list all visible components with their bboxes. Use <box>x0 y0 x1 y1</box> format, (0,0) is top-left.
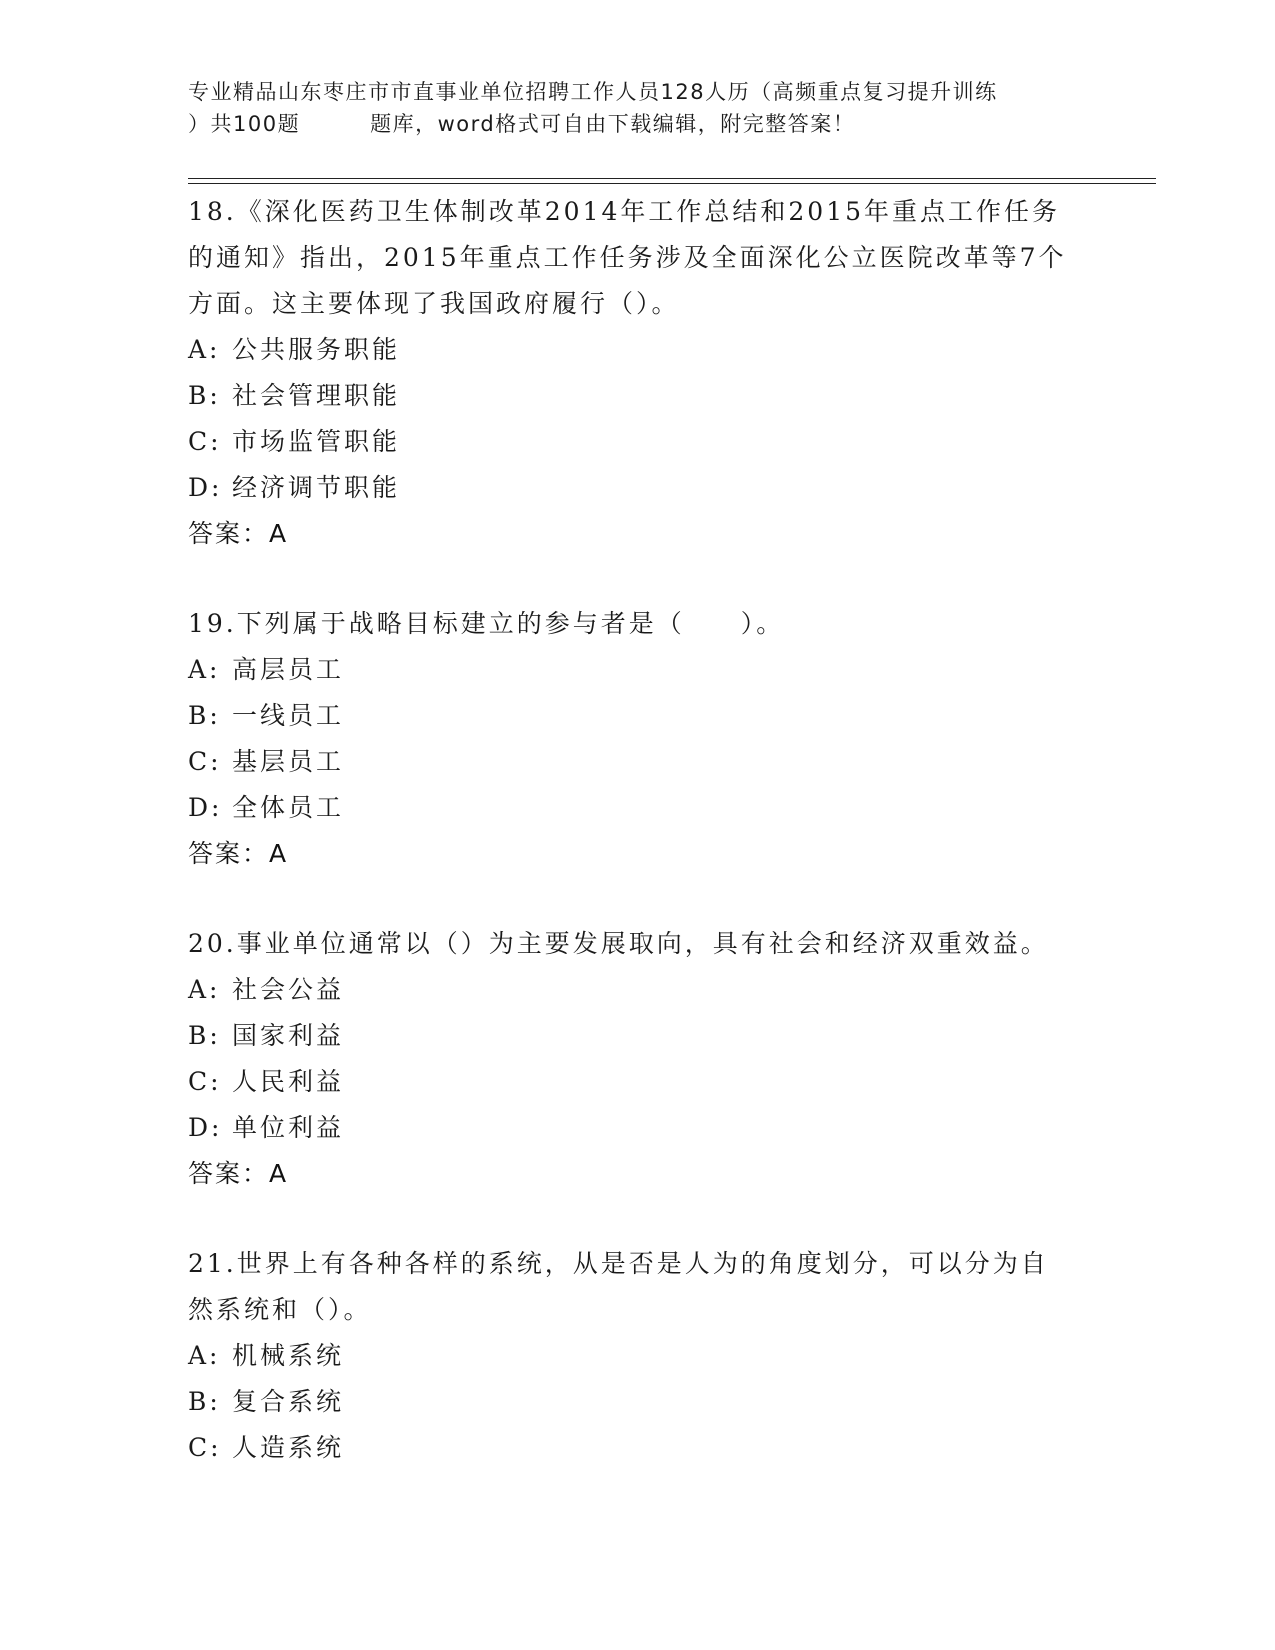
option-c <box>188 739 1088 785</box>
document-header <box>188 76 1088 140</box>
question-19 <box>188 601 1088 877</box>
option-letter: C: <box>188 1433 222 1462</box>
option-text: 国家利益 <box>232 1021 345 1050</box>
question-list <box>188 189 1088 1515</box>
option-text: 全体员工 <box>232 793 345 822</box>
option-letter: C: <box>188 747 222 776</box>
option-text: 社会公益 <box>232 975 345 1004</box>
option-letter: A: <box>188 655 221 684</box>
option-text: 复合系统 <box>232 1387 345 1416</box>
option-d <box>188 465 1088 511</box>
option-text: 单位利益 <box>232 1113 345 1142</box>
option-a <box>188 327 1088 373</box>
option-letter: D: <box>188 1113 223 1142</box>
question-21 <box>188 1241 1088 1471</box>
option-a <box>188 1333 1088 1379</box>
header-title-line-2-start: ）共100题 <box>188 112 301 136</box>
question-stem: 21.世界上有各种各样的系统，从是否是人为的角度划分，可以分为自然系统和（）。 <box>188 1249 1049 1324</box>
option-letter: C: <box>188 427 222 456</box>
option-text: 机械系统 <box>232 1341 345 1370</box>
option-text: 基层员工 <box>232 747 345 776</box>
option-letter: C: <box>188 1067 222 1096</box>
option-c <box>188 1059 1088 1105</box>
question-stem: 18.《深化医药卫生体制改革2014年工作总结和2015年重点工作任务的通知》指出，2015年重点工作任务涉及全面深化公立医院改革等7个方面。这主要体现了我国政府履行（）。 <box>188 197 1067 318</box>
option-letter: B: <box>188 1021 221 1050</box>
option-a <box>188 647 1088 693</box>
answer-line: 答案：A <box>188 839 289 868</box>
option-letter: D: <box>188 473 223 502</box>
header-divider-top <box>188 178 1156 179</box>
option-d <box>188 785 1088 831</box>
option-letter: A: <box>188 335 221 364</box>
question-20 <box>188 921 1088 1197</box>
option-b <box>188 1379 1088 1425</box>
option-text: 市场监管职能 <box>232 427 401 456</box>
option-letter: A: <box>188 975 221 1004</box>
option-text: 经济调节职能 <box>232 473 401 502</box>
option-c <box>188 1425 1088 1471</box>
option-b <box>188 373 1088 419</box>
option-b <box>188 693 1088 739</box>
option-text: 社会管理职能 <box>232 381 401 410</box>
header-title-line-2-end: 题库，word格式可自由下载编辑，附完整答案！ <box>370 112 856 136</box>
option-d <box>188 1105 1088 1151</box>
header-title-line-1: 专业精品山东枣庄市市直事业单位招聘工作人员128人历（高频重点复习提升训练 <box>188 80 998 104</box>
option-letter: B: <box>188 1387 221 1416</box>
option-text: 公共服务职能 <box>232 335 401 364</box>
option-text: 一线员工 <box>232 701 345 730</box>
answer-line: 答案：A <box>188 519 289 548</box>
header-title-line-2 <box>188 108 1088 140</box>
option-b <box>188 1013 1088 1059</box>
question-18 <box>188 189 1088 557</box>
option-text: 高层员工 <box>232 655 345 684</box>
answer-line: 答案：A <box>188 1159 289 1188</box>
option-letter: D: <box>188 793 223 822</box>
question-stem: 20.事业单位通常以（）为主要发展取向，具有社会和经济双重效益。 <box>188 929 1049 958</box>
option-a <box>188 967 1088 1013</box>
option-letter: B: <box>188 701 221 730</box>
question-stem: 19.下列属于战略目标建立的参与者是（ ）。 <box>188 609 785 638</box>
option-letter: B: <box>188 381 221 410</box>
option-text: 人民利益 <box>232 1067 345 1096</box>
option-letter: A: <box>188 1341 221 1370</box>
header-divider-bottom <box>188 183 1156 184</box>
option-text: 人造系统 <box>232 1433 345 1462</box>
option-c <box>188 419 1088 465</box>
